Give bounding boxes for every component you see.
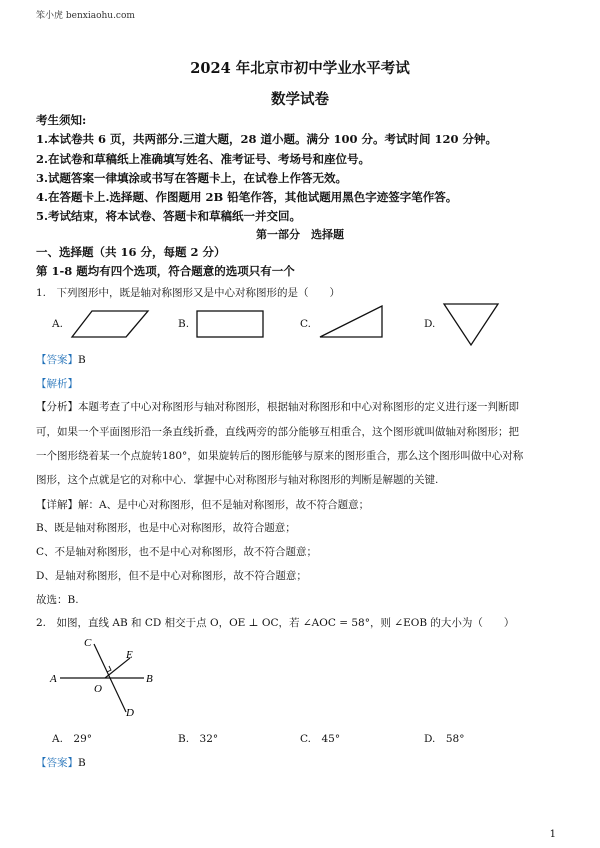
q2-option-b: B. 32° [178, 733, 219, 745]
detail-text: 解：A、是中心对称图形，但不是轴对称图形，故不符合题意； [78, 499, 370, 511]
q1-detail-line: C、不是轴对称图形，也不是中心对称图形，故不符合题意； [36, 546, 318, 558]
right-triangle-figure [318, 304, 386, 340]
notice-heading: 考生须知: [36, 113, 87, 127]
q1-fenxi-line: 图形，这个点就是它的对称中心．掌握中心对称图形与轴对称图形的判断是解题的关键. [36, 474, 439, 486]
section-note: 第 1-8 题均有四个选项，符合题意的选项只有一个 [36, 264, 295, 278]
q1-fenxi-line [36, 399, 519, 414]
label-e: E [126, 649, 133, 661]
q1-detail-line [36, 497, 369, 512]
notice-item: 3.试题答案一律填涂或书写在答题卡上，在试卷上作答无效。 [36, 171, 348, 185]
q1-analysis-label: 【解析】 [36, 378, 78, 390]
exam-title: 2024 年北京市初中学业水平考试 [190, 60, 410, 77]
answer-value: B [78, 354, 86, 366]
notice-item: 5.考试结束，将本试卷、答题卡和草稿纸一并交回。 [36, 209, 302, 223]
rectangle-figure [196, 309, 266, 341]
fenxi-text: 本题考查了中心对称图形与轴对称图形，根据轴对称图形和中心对称图形的定义进行逐一判断即 [78, 401, 519, 413]
notice-item: 2.在试卷和草稿纸上准确填写姓名、准考证号、考场号和座位号。 [36, 152, 371, 166]
q1-fenxi-line: 一个图形绕着某一个点旋转180°，如果旋转后的图形能够与原来的图形重合，那么这个图形叫做中心对称 [36, 450, 524, 462]
label-d: D [126, 707, 134, 719]
question-2-stem: 2. 如图，直线 AB 和 CD 相交于点 O，OE ⊥ OC，若 ∠AOC = 58°，则 ∠EOB 的大小为（ ） [36, 617, 515, 629]
q1-option-b-label: B. [178, 318, 190, 330]
page-number: 1 [549, 829, 556, 840]
q2-answer [36, 755, 86, 770]
answer-value: B [78, 757, 86, 769]
q1-fenxi-line: 可，如果一个平面图形沿一条直线折叠，直线两旁的部分能够互相重合，这个图形就叫做轴对称图形；把 [36, 426, 519, 438]
label-o: O [94, 683, 102, 695]
answer-label: 【答案】 [36, 757, 78, 769]
q1-detail-line: D、是轴对称图形，但不是中心对称图形，故不符合题意； [36, 570, 307, 582]
intersecting-lines-figure [50, 634, 170, 724]
q2-option-d: D. 58° [424, 733, 465, 745]
q2-option-c: C. 45° [300, 733, 341, 745]
notice-item: 1.本试卷共 6 页，共两部分.三道大题，28 道小题。满分 100 分。考试时间 120 分钟。 [36, 132, 498, 146]
answer-label: 【答案】 [36, 354, 78, 366]
q1-answer [36, 352, 86, 367]
question-1-stem: 1. 下列图形中，既是轴对称图形又是中心对称图形的是（ ） [36, 287, 341, 299]
q1-option-a-label: A. [52, 318, 63, 330]
watermark: 笨小虎 benxiaohu.com [36, 11, 135, 21]
exam-subtitle: 数学试卷 [271, 91, 329, 108]
q1-option-c-label: C. [300, 318, 311, 330]
label-c: C [84, 637, 92, 649]
part-heading: 第一部分 选择题 [256, 228, 344, 241]
notice-item: 4.在答题卡上.选择题、作图题用 2B 铅笔作答，其他试题用黑色字迹签字笔作答。 [36, 190, 458, 204]
q1-detail-line: 故选：B. [36, 594, 79, 606]
label-a: A [50, 673, 57, 685]
q2-option-a: A. 29° [52, 733, 93, 745]
label-b: B [146, 673, 153, 685]
q1-detail-line: B、既是轴对称图形，也是中心对称图形，故符合题意； [36, 522, 296, 534]
q1-option-d-label: D. [424, 318, 436, 330]
section-heading: 一、选择题（共 16 分，每题 2 分） [36, 245, 226, 259]
inverted-triangle-figure [442, 302, 502, 348]
fenxi-label: 【分析】 [36, 401, 78, 413]
parallelogram-figure [70, 309, 150, 339]
detail-label: 【详解】 [36, 499, 78, 511]
